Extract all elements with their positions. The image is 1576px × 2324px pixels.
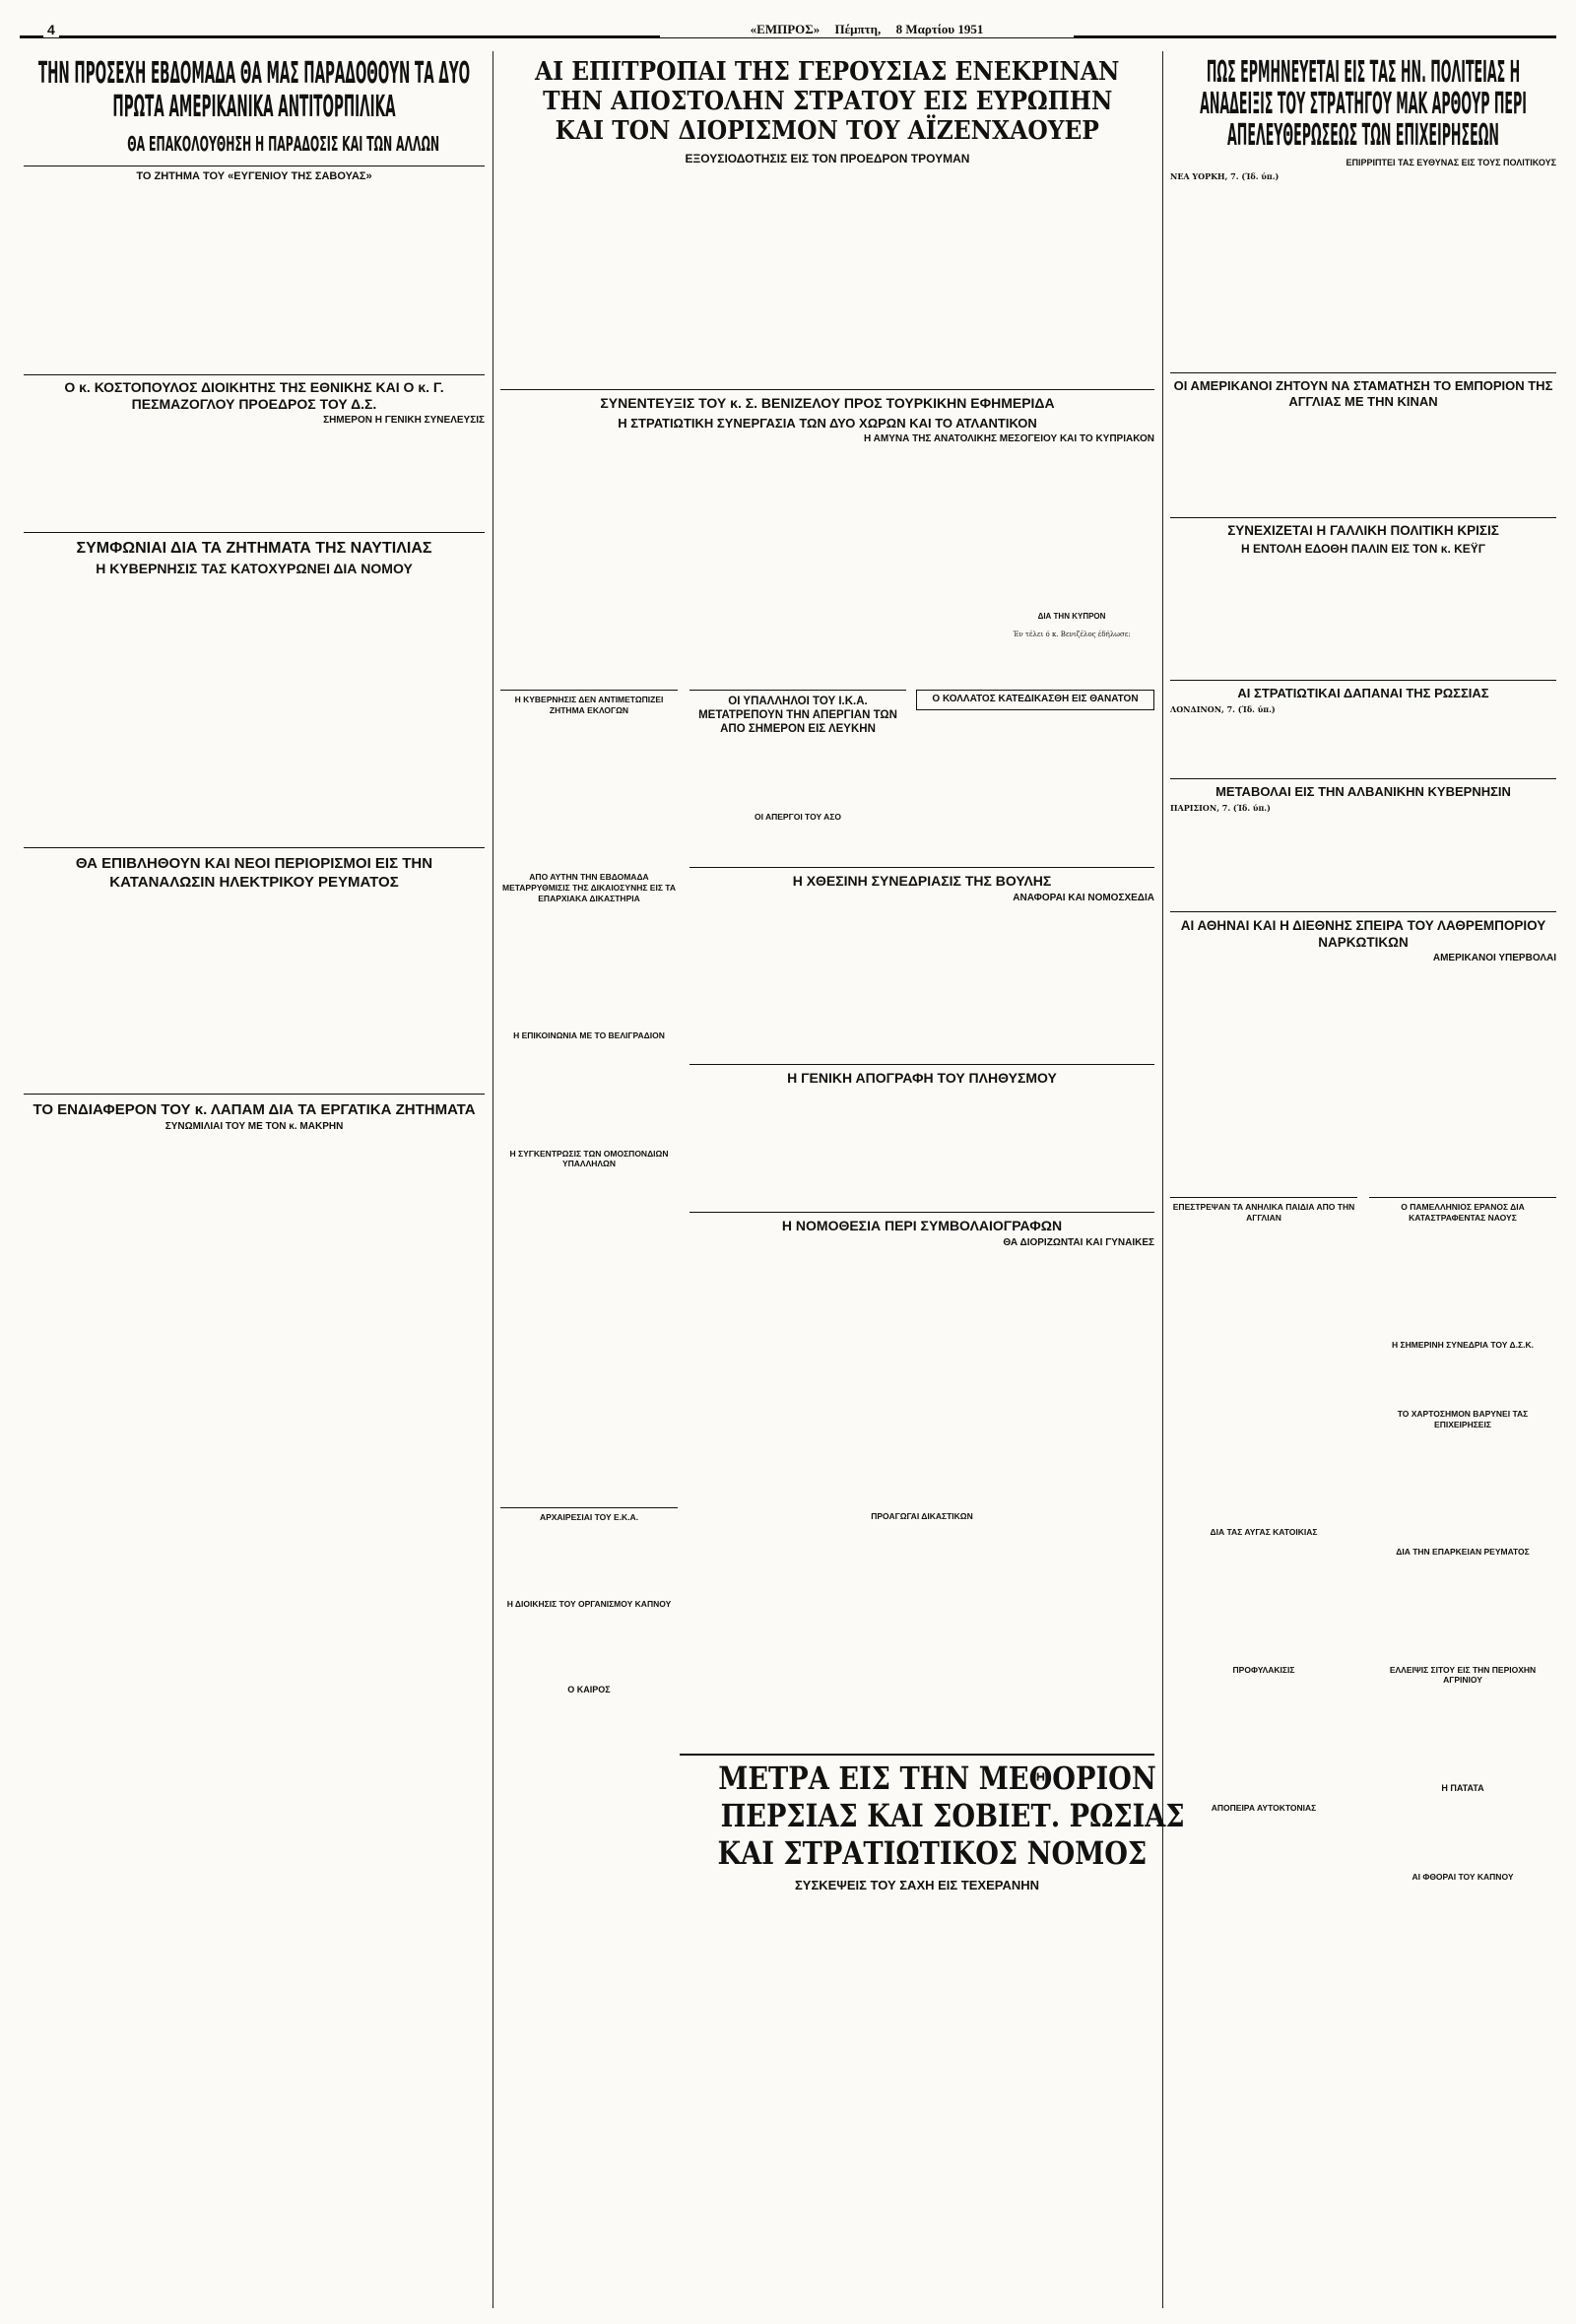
divider xyxy=(1170,911,1556,912)
headline: ΘΑ ΕΠΙΒΛΗΘΟΥΝ ΚΑΙ ΝΕΟΙ ΠΕΡΙΟΡΙΣΜΟΙ ΕΙΣ ΤΗΝ ΚΑΤΑΝΑΛΩΣΙΝ ΗΛΕΚΤΡΙΚΟΥ ΡΕΥΜΑΤΟΣ xyxy=(75,855,433,891)
divider xyxy=(1170,680,1556,681)
kicker: ΤΟ ΖΗΤΗΜΑ ΤΟΥ «ΕΥΓΕΝΙΟΥ ΤΗΣ ΣΑΒΟΥΑΣ» xyxy=(136,170,372,182)
body-text xyxy=(680,1899,1154,2274)
body-text xyxy=(24,897,485,1070)
headline-line-1: ΜΕΤΡΑ ΕΙΣ ΤΗΝ ΜΕΘΟΡΙΟΝ xyxy=(718,1760,1156,1797)
divider xyxy=(500,690,678,691)
divider xyxy=(680,1754,1154,1756)
short-title: Ο ΚΑΙΡΟΣ xyxy=(567,1685,611,1695)
article-right-lead xyxy=(1170,57,1556,370)
divider xyxy=(24,1094,485,1095)
short-title: Η ΣΗΜΕΡΙΝΗ ΣΥΝΕΔΡΙΑ ΤΟΥ Δ.Σ.Κ. xyxy=(1392,1340,1534,1351)
divider xyxy=(690,1212,1154,1213)
body-text xyxy=(1369,1886,1556,1945)
headline-line-3: ΚΑΙ ΤΟΝ ΔΙΟΡΙΣΜΟΝ ΤΟΥ ΑΪΖΕΝΧΑΟΥΕΡ xyxy=(555,116,1100,146)
short-title: Ο ΚΟΛΛΑΤΟΣ ΚΑΤΕΔΙΚΑΣΘΗ ΕΙΣ ΘΑΝΑΤΟΝ xyxy=(932,694,1139,704)
body-text xyxy=(500,1612,678,1681)
body-text xyxy=(500,1526,678,1595)
deck: ΕΞΟΥΣΙΟΔΟΤΗΣΙΣ ΕΙΣ ΤΟΝ ΠΡΟΕΔΡΟΝ ΤΡΟΥΜΑΝ xyxy=(685,152,970,166)
page-number: 4 xyxy=(43,22,59,37)
short-title: ΜΕΤΑΡΡΥΘΜΙΣΙΣ ΤΗΣ ΔΙΚΑΙΟΣΥΝΗΣ ΕΙΣ ΤΑ ΕΠΑΡΧΙΑΚΑ ΔΙΚΑΣΤΗΡΙΑ xyxy=(501,882,676,903)
short-title: Η ΣΥΓΚΕΝΤΡΩΣΙΣ ΤΩΝ ΟΜΟΣΠΟΝΔΙΩΝ ΥΠΑΛΛΗΛΩΝ xyxy=(509,1148,669,1169)
article-electricity xyxy=(24,847,485,1070)
article-ika xyxy=(690,690,906,885)
divider xyxy=(1170,1197,1357,1198)
body-text xyxy=(1369,1432,1556,1541)
headline: Η ΓΕΝΙΚΗ ΑΠΟΓΡΑΦΗ ΤΟΥ ΠΛΗΘΥΣΜΟΥ xyxy=(787,1070,1057,1086)
divider xyxy=(690,690,906,691)
kicker: ΣΗΜΕΡΟΝ Η ΓΕΝΙΚΗ ΣΥΝΕΛΕΥΣΙΣ xyxy=(323,415,485,426)
body-text xyxy=(500,172,1154,384)
short-title: Ο ΠΑΜΕΛΛΗΝΙΟΣ ΕΡΑΝΟΣ ΔΙΑ ΚΑΤΑΣΤΡΑΦΕΝΤΑΣ ΝΑΟΥΣ xyxy=(1401,1202,1525,1223)
body-text xyxy=(690,1525,1154,1722)
short-title: Η ΠΑΤΑΤΑ xyxy=(1441,1783,1484,1793)
short-title: ΑΙ ΦΘΟΡΑΙ ΤΟΥ ΚΑΠΝΟΥ xyxy=(1412,1872,1514,1883)
body-text xyxy=(1369,1560,1556,1659)
body-text xyxy=(24,1140,485,2302)
body-text xyxy=(24,207,485,355)
subhead: ΟΙ ΑΠΕΡΓΟΙ ΤΟΥ ΑΣΟ xyxy=(754,812,842,822)
body-text xyxy=(690,739,906,808)
divider xyxy=(690,867,1154,868)
headline: ΟΙ ΥΠΑΛΛΗΛΟΙ ΤΟΥ Ι.Κ.Α. ΜΕΤΑΤΡΕΠΟΥΝ ΤΗΝ ΑΠΕΡΓΙΑΝ ΤΩΝ ΑΠΟ ΣΗΜΕΡΟΝ ΕΙΣ ΛΕΥΚΗΝ xyxy=(698,696,897,735)
body-text xyxy=(1369,1797,1556,1866)
short-title: ΕΛΛΕΙΨΙΣ ΣΙΤΟΥ ΕΙΣ ΤΗΝ ΠΕΡΙΟΧΗΝ ΑΓΡΙΝΙΟΥ xyxy=(1389,1664,1537,1686)
article-census xyxy=(690,1064,1154,1210)
headline: Η ΝΟΜΟΘΕΣΙΑ ΠΕΡΙ ΣΥΜΒΟΛΑΙΟΓΡΑΦΩΝ xyxy=(781,1218,1063,1233)
headline: ΤΟ ΕΝΔΙΑΦΕΡΟΝ ΤΟΥ κ. ΛΑΠΑΜ ΔΙΑ ΤΑ ΕΡΓΑΤΙΚΑ ΖΗΤΗΜΑΤΑ xyxy=(33,1101,476,1118)
article-france xyxy=(1170,517,1556,674)
body-text xyxy=(500,906,678,1025)
body-text xyxy=(916,749,1154,847)
headline: Η ΧΘΕΣΙΝΗ ΣΥΝΕΔΡΙΑΣΙΣ ΤΗΣ ΒΟΥΛΗΣ xyxy=(792,873,1052,889)
masthead-weekday: Πέμπτη, xyxy=(834,22,882,36)
masthead-date: 8 Μαρτίου 1951 xyxy=(895,22,984,36)
short-col-4 xyxy=(500,1832,673,2295)
headline: ΑΙ ΣΤΡΑΤΙΩΤΙΚΑΙ ΔΑΠΑΝΑΙ ΤΗΣ ΡΩΣΣΙΑΣ xyxy=(1237,686,1489,700)
body-text xyxy=(1170,969,1556,1196)
quote: Έν τέλει ό κ. Βενιζέλος έδήλωσε: xyxy=(1013,631,1131,638)
body-text xyxy=(500,449,1154,676)
article-contracts xyxy=(690,1212,1154,1509)
headline-line-2: ΤΗΝ ΑΠΟΣΤΟΛΗΝ ΣΤΡΑΤΟΥ ΕΙΣ ΕΥΡΩΠΗΝ xyxy=(542,87,1113,116)
headline-line-2: ΠΕΡΣΙΑΣ ΚΑΙ ΣΟΒΙΕΤ. ΡΩΣΙΑΣ xyxy=(720,1797,1185,1834)
short-title: Η ΕΠΙΚΟΙΝΩΝΙΑ ΜΕ ΤΟ ΒΕΛΙΓΡΑΔΙΟΝ xyxy=(513,1030,665,1041)
deck: Η ΣΤΡΑΤΙΩΤΙΚΗ ΣΥΝΕΡΓΑΣΙΑ ΤΩΝ ΔΥΟ ΧΩΡΩΝ ΚΑΙ ΤΟ ΑΤΛΑΝΤΙΚΟΝ xyxy=(618,415,1037,431)
article-russia xyxy=(1170,680,1556,775)
body-text xyxy=(24,432,485,540)
body-text xyxy=(1369,1689,1556,1777)
newspaper-name: «ΕΜΠΡΟΣ» xyxy=(750,22,821,36)
body-text xyxy=(690,908,1154,1076)
headline: ΑΙ ΑΘΗΝΑΙ ΚΑΙ Η ΔΙΕΘΝΗΣ ΣΠΕΙΡΑ ΤΟΥ ΛΑΘΡΕΜΠΟΡΙΟΥ ΝΑΡΚΩΤΙΚΩΝ xyxy=(1180,918,1546,950)
divider xyxy=(24,532,485,533)
headline: ΜΕΤΑΒΟΛΑΙ ΕΙΣ ΤΗΝ ΑΛΒΑΝΙΚΗΝ ΚΥΒΕΡΝΗΣΙΝ xyxy=(1215,784,1511,799)
divider xyxy=(24,847,485,848)
short-title: ΠΡΟΑΓΩΓΑΙ ΔΙΚΑΣΤΙΚΩΝ xyxy=(871,1511,973,1521)
article-narcotics xyxy=(1170,911,1556,1196)
kicker: ΣΥΝΩΜΙΛΙΑΙ ΤΟΥ ΜΕ ΤΟΝ κ. ΜΑΚΡΗΝ xyxy=(164,1121,344,1132)
dateline: ΛΟΝΔΙΝΟΝ, 7. (Ίδ. ύπ.) xyxy=(1170,704,1276,715)
deck: ΘΑ ΕΠΑΚΟΛΟΥΘΗΣΗ Η ΠΑΡΑΔΟΣΙΣ ΚΑΙ ΤΩΝ ΑΛΛΩΝ xyxy=(127,134,440,156)
article-kostopoulos xyxy=(24,374,485,540)
divider xyxy=(1369,1197,1556,1198)
body-text xyxy=(500,1044,678,1143)
body-text xyxy=(1170,561,1556,674)
body-text xyxy=(24,584,485,850)
short-box xyxy=(916,690,1154,710)
short-title: ΔΙΑ ΤΑΣ ΑΥΓΑΣ ΚΑΤΟΙΚΙΑΣ xyxy=(1210,1527,1318,1538)
article-nautilia xyxy=(24,532,485,850)
body-text xyxy=(1170,414,1556,512)
masthead xyxy=(20,22,1556,41)
article-lead-left xyxy=(24,57,485,184)
body-text xyxy=(1369,1354,1556,1403)
headline-line-3: ΚΑΙ ΣΤΡΑΤΙΩΤΙΚΟΣ ΝΟΜΟΣ xyxy=(717,1834,1148,1872)
short-col-2 xyxy=(500,1507,678,1759)
body-text xyxy=(500,718,678,866)
headline: ΣΥΝΕΝΤΕΥΞΙΣ ΤΟΥ κ. Σ. ΒΕΝΙΖΕΛΟΥ ΠΡΟΣ ΤΟΥΡΚΙΚΗΝ ΕΦΗΜΕΡΙΔΑ xyxy=(600,395,1055,411)
dateline: ΠΑΡΙΣΙΟΝ, 7. (Ίδ. ύπ.) xyxy=(1170,803,1271,814)
headline: ΣΥΝΕΧΙΖΕΤΑΙ Η ΓΑΛΛΙΚΗ ΠΟΛΙΤΙΚΗ ΚΡΙΣΙΣ xyxy=(1227,523,1499,538)
kicker: Η ΑΜΥΝΑ ΤΗΣ ΑΝΑΤΟΛΙΚΗΣ ΜΕΣΟΓΕΙΟΥ ΚΑΙ ΤΟ ΚΥΠΡΙΑΚΟΝ xyxy=(864,432,1154,444)
headline-line-1: ΑΙ ΕΠΙΤΡΟΠΑΙ ΤΗΣ ΓΕΡΟΥΣΙΑΣ ΕΝΕΚΡΙΝΑΝ xyxy=(535,57,1120,87)
body-text xyxy=(500,1832,673,2295)
deck: Η ΚΥΒΕΡΝΗΣΙΣ ΤΑΣ ΚΑΤΟΧΥΡΩΝΕΙ ΔΙΑ ΝΟΜΟΥ xyxy=(96,561,413,576)
short-col-3 xyxy=(690,1507,1154,1722)
divider xyxy=(1170,778,1556,779)
divider xyxy=(1170,372,1556,373)
body-text xyxy=(1170,1541,1357,1659)
short-title: ΑΠΟ ΑΥΤΗΝ ΤΗΝ ΕΒΔΟΜΑΔΑ xyxy=(529,872,649,883)
short-col-7 xyxy=(1369,1197,1556,1945)
body-text xyxy=(1170,716,1556,775)
short-title: Η ΔΙΟΙΚΗΣΙΣ ΤΟΥ ΟΡΓΑΝΙΣΜΟΥ ΚΑΠΝΟΥ xyxy=(506,1598,672,1609)
headline: ΣΥΜΦΩΝΙΑΙ ΔΙΑ ΤΑ ΖΗΤΗΜΑΤΑ ΤΗΣ ΝΑΥΤΙΛΙΑΣ xyxy=(76,540,432,557)
article-body xyxy=(24,207,485,355)
deck: ΣΥΣΚΕΨΕΙΣ ΤΟΥ ΣΑΧΗ ΕΙΣ ΤΕΧΕΡΑΝΗΝ xyxy=(794,1878,1040,1892)
divider xyxy=(690,1064,1154,1065)
deck: ΘΑ ΔΙΟΡΙΖΩΝΤΑΙ ΚΑΙ ΓΥΝΑΙΚΕΣ xyxy=(1003,1236,1154,1248)
deck: ΑΝΑΦΟΡΑΙ ΚΑΙ ΝΟΜΟΣΧΕΔΙΑ xyxy=(1013,892,1154,903)
headline: ΤΗΝ ΠΡΟΣΕΧΗ ΕΒΔΟΜΑΔΑ ΘΑ ΜΑΣ ΠΑΡΑΔΟΘΟΥΝ ΤΑ ΔΥΟ ΠΡΩΤΑ ΑΜΕΡΙΚΑΝΙΚΑ ΑΝΤΙΤΟΡΠΙΛΙΚΑ xyxy=(37,57,471,124)
short-col-1 xyxy=(500,690,678,1389)
short-title: ΑΠΟΠΕΙΡΑ ΑΥΤΟΚΤΟΝΙΑΣ xyxy=(1211,1802,1317,1813)
article-border xyxy=(680,1754,1185,2274)
body-text xyxy=(1170,815,1556,903)
divider xyxy=(500,389,1154,390)
body-text xyxy=(690,1253,1154,1509)
short-title: ΠΡΟΦΥΛΑΚΙΣΙΣ xyxy=(1232,1664,1295,1675)
headline: Ο κ. ΚΟΣΤΟΠΟΥΛΟΣ ΔΙΟΙΚΗΤΗΣ ΤΗΣ ΕΘΝΙΚΗΣ ΚΑΙ Ο κ. Γ. ΠΕΣΜΑΖΟΓΛΟΥ ΠΡΟΕΔΡΟΣ ΤΟΥ Δ.Σ. xyxy=(64,379,444,412)
short-title: ΕΠΕΣΤΡΕΨΑΝ ΤΑ ΑΝΗΛΙΚΑ ΠΑΙΔΙΑ ΑΠΟ ΤΗΝ ΑΓΓΛΙΑΝ xyxy=(1172,1202,1355,1223)
short-col-5 xyxy=(916,690,1154,710)
short-title: Η ΚΥΒΕΡΝΗΣΙΣ ΔΕΝ ΑΝΤΙΜΕΤΩΠΙΖΕΙ ΖΗΤΗΜΑ ΕΚΛΟΓΩΝ xyxy=(514,695,664,715)
short-title: ΔΙΑ ΤΗΝ ΕΠΑΡΚΕΙΑΝ ΡΕΥΜΑΤΟΣ xyxy=(1396,1547,1530,1558)
article-laparam xyxy=(24,1094,485,2302)
divider xyxy=(24,374,485,375)
body-text xyxy=(500,1172,678,1389)
column-rule xyxy=(1162,51,1163,2308)
headline: ΟΙ ΑΜΕΡΙΚΑΝΟΙ ΖΗΤΟΥΝ ΝΑ ΣΤΑΜΑΤΗΣΗ ΤΟ ΕΜΠΟΡΙΟΝ ΤΗΣ ΑΓΓΛΙΑΣ ΜΕ ΤΗΝ ΚΙΝΑΝ xyxy=(1173,378,1553,409)
body-text xyxy=(1369,1226,1556,1334)
masthead-title xyxy=(660,22,1074,37)
article-venizelos xyxy=(500,389,1154,676)
article-albania xyxy=(1170,778,1556,903)
deck: Η ΕΝΤΟΛΗ ΕΔΟΘΗ ΠΑΛΙΝ ΕΙΣ ΤΟΝ κ. ΚΕΫΓ xyxy=(1240,541,1485,556)
short-title: ΑΡΧΑΙΡΕΣΙΑΙ ΤΟΥ Ε.Κ.Α. xyxy=(539,1512,639,1522)
body-text xyxy=(1170,1679,1357,1797)
body-text xyxy=(500,1699,678,1759)
body-text xyxy=(1170,1816,1357,1944)
body-text xyxy=(1170,1226,1357,1521)
article-parliament xyxy=(690,867,1154,1076)
article-trade-china xyxy=(1170,372,1556,512)
body-text xyxy=(1170,183,1556,370)
column-rule xyxy=(492,51,493,2308)
kicker: ΕΠΙΡΡΙΠΤΕΙ ΤΑΣ ΕΥΘΥΝΑΣ ΕΙΣ ΤΟΥΣ ΠΟΛΙΤΙΚΟΥΣ xyxy=(1346,158,1556,167)
dateline: ΝΕΑ ΥΟΡΚΗ, 7. (Ίδ. ύπ.) xyxy=(1170,171,1280,182)
body-text xyxy=(690,1092,1154,1210)
divider xyxy=(1170,517,1556,518)
short-col-8 xyxy=(916,749,1154,847)
headline: ΠΩΣ ΕΡΜΗΝΕΥΕΤΑΙ ΕΙΣ ΤΑΣ ΗΝ. ΠΟΛΙΤΕΙΑΣ Η ΑΝΑΔΕΙΞΙΣ ΤΟΥ ΣΤΡΑΤΗΓΟΥ ΜΑΚ ΑΡΘΟΥΡ ΠΕΡΙ ΑΠΕΛΕΥΘΕΡΩΣΕΩΣ ΤΩΝ ΕΠΙΧΕΙΡΗΣΕΩΝ xyxy=(1200,57,1527,152)
divider xyxy=(500,1507,678,1508)
short-title: ΤΟ ΧΑΡΤΟΣΗΜΟΝ ΒΑΡΥΝΕΙ ΤΑΣ ΕΠΙΧΕΙΡΗΣΕΙΣ xyxy=(1397,1408,1529,1429)
deck: ΑΜΕΡΙΚΑΝΟΙ ΥΠΕΡΒΟΛΑΙ xyxy=(1432,953,1556,963)
short-col-6 xyxy=(1170,1197,1357,1944)
byline: ΔΙΑ ΤΗΝ ΚΥΠΡΟΝ xyxy=(1037,612,1106,621)
article-senate xyxy=(500,57,1154,384)
